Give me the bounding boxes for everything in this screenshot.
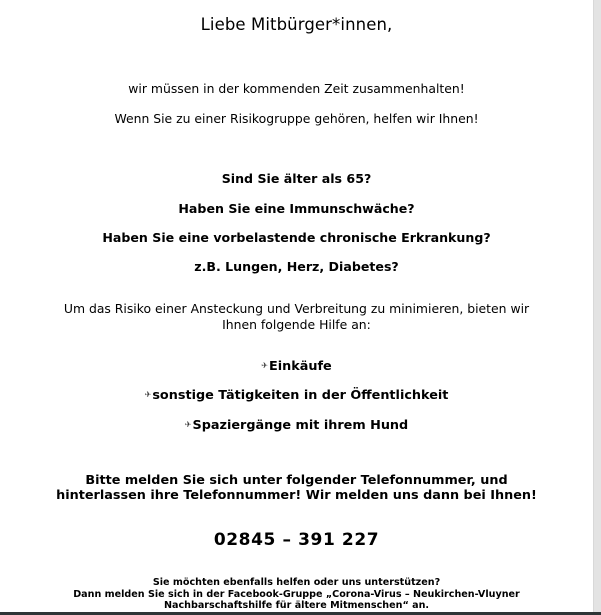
page-edge-strip xyxy=(593,0,601,615)
call-to-action xyxy=(0,473,593,503)
offer-text-line-1: Um das Risiko einer Ansteckung und Verbreitung zu minimieren, bieten wir xyxy=(63,301,530,316)
help-item-label: Spaziergänge mit ihrem Hund xyxy=(192,418,409,433)
question-chronic: Haben Sie eine vorbelastende chronische Erkrankung? xyxy=(102,230,491,245)
offer-text-line-2: Ihnen folgende Hilfe an: xyxy=(222,317,371,332)
question-age: Sind Sie älter als 65? xyxy=(221,171,372,186)
offer-text xyxy=(0,301,593,333)
question-immune: Haben Sie eine Immunschwäche? xyxy=(178,201,415,216)
help-item-label: Einkäufe xyxy=(268,359,332,374)
airplane-bullet-icon: ✈ xyxy=(261,361,268,370)
footer-note xyxy=(0,577,593,612)
airplane-bullet-icon: ✈ xyxy=(144,390,152,399)
question-examples: z.B. Lungen, Herz, Diabetes? xyxy=(194,259,399,274)
help-item-shopping xyxy=(0,359,593,374)
help-item-label: sonstige Tätigkeiten in der Öffentlichkeit xyxy=(152,388,449,403)
call-to-action-line-1: Bitte melden Sie sich unter folgender Telefonnummer, und xyxy=(85,473,508,488)
footer-line-2: Dann melden Sie sich in der Facebook-Gruppe „Corona-Virus – Neukirchen-Vluyner xyxy=(73,588,520,600)
footer-line-3: Nachbarschaftshilfe für ältere Mitmenschen“ an. xyxy=(163,600,430,611)
help-item-public-tasks xyxy=(0,388,593,403)
intro-text-1: wir müssen in der kommenden Zeit zusammenhalten! xyxy=(128,81,465,96)
help-item-dog-walking xyxy=(0,418,593,433)
call-to-action-line-2: hinterlassen ihre Telefonnummer! Wir melden uns dann bei Ihnen! xyxy=(56,488,537,503)
greeting-heading: Liebe Mitbürger*innen, xyxy=(200,15,393,34)
phone-number: 02845 – 391 227 xyxy=(213,530,380,550)
airplane-bullet-icon: ✈ xyxy=(184,420,192,429)
intro-text-2: Wenn Sie zu einer Risikogruppe gehören, helfen wir Ihnen! xyxy=(114,111,479,126)
footer-line-1: Sie möchten ebenfalls helfen oder uns unterstützen? xyxy=(152,577,441,588)
